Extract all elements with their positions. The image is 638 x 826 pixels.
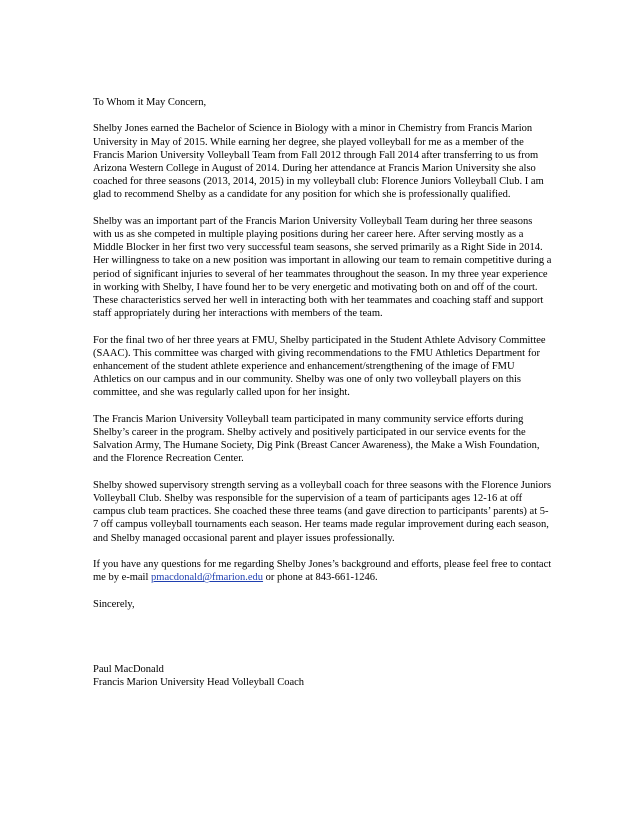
signature-name: Paul MacDonald [93,663,164,675]
paragraph-education: Shelby Jones earned the Bachelor of Science in Biology with a minor in Chemistry from Francis Marion University in May of 2015. While earning her degree, she played volleyball for me as a member of the Francis Marion University Volleyball Team from Fall 2012 through Fall 2014 after transferring to us from Arizona Western College in August of 2014. During her attendance at Francis Marion University she also coached for three seasons (2013, 2014, 2015) in my volleyball club: Florence Juniors Volleyball Club. I am glad to recommend Shelby as a candidate for any position for which she is professionally qualified. [93,123,544,201]
salutation: To Whom it May Concern, [93,97,207,108]
email-link[interactable]: pmacdonald@fmarion.edu [151,572,264,584]
closing: Sincerely, [93,598,135,610]
signature-title: Francis Marion University Head Volleyball Coach [93,677,305,689]
paragraph-contact [93,558,553,584]
letter-body [93,96,553,689]
contact-text-before: If you have any questions for me regarding Shelby Jones’s background and efforts, please feel free to contact me by e-mail [93,559,552,584]
contact-text-after: or phone at 843-661-1246. [263,572,378,584]
paragraph-saac: For the final two of her three years at FMU, Shelby participated in the Student Athlete Advisory Committee (SAAC). This committee was charged with giving recommendations to the FMU Athletics Department for enhancement of the student athlete experience and enhancement/strengthening of the image of FMU Athletics on our campus and in our community. Shelby was one of only two volleyball players on this committee, and she was regularly called upon for her insight. [93,334,546,399]
paragraph-team-role: Shelby was an important part of the Francis Marion University Volleyball Team during her three seasons with us as she competed in multiple playing positions during her career here. After serving mostly as a Middle Blocker in her first two very successful team seasons, she served primarily as a Right Side in 2014. Her willingness to take on a new position was important in allowing our team to remain competitive during a period of significant injuries to several of her teammates throughout the season. In my three year experience in working with Shelby, I have found her to be very energetic and motivating both on and off of the court. These characteristics served her well in interacting both with her teammates and coaching staff and support staff appropriately during her interactions with members of the team. [93,215,552,320]
paragraph-coaching: Shelby showed supervisory strength serving as a volleyball coach for three seasons with the Florence Juniors Volleyball Club. Shelby was responsible for the supervision of a team of participants ages 12-16 at off campus club team practices. She coached these three teams (and gave direction to participants’ parents) at 5-7 off campus volleyball tournaments each season. Her teams made regular improvement during each season, and Shelby managed occasional parent and player issues professionally. [93,479,552,544]
paragraph-community-service: The Francis Marion University Volleyball team participated in many community service efforts during Shelby’s career in the program. Shelby actively and positively participated in our service events for the Salvation Army, The Humane Society, Dig Pink (Breast Cancer Awareness), the Make a Wish Foundation, and the Florence Recreation Center. [93,413,540,465]
